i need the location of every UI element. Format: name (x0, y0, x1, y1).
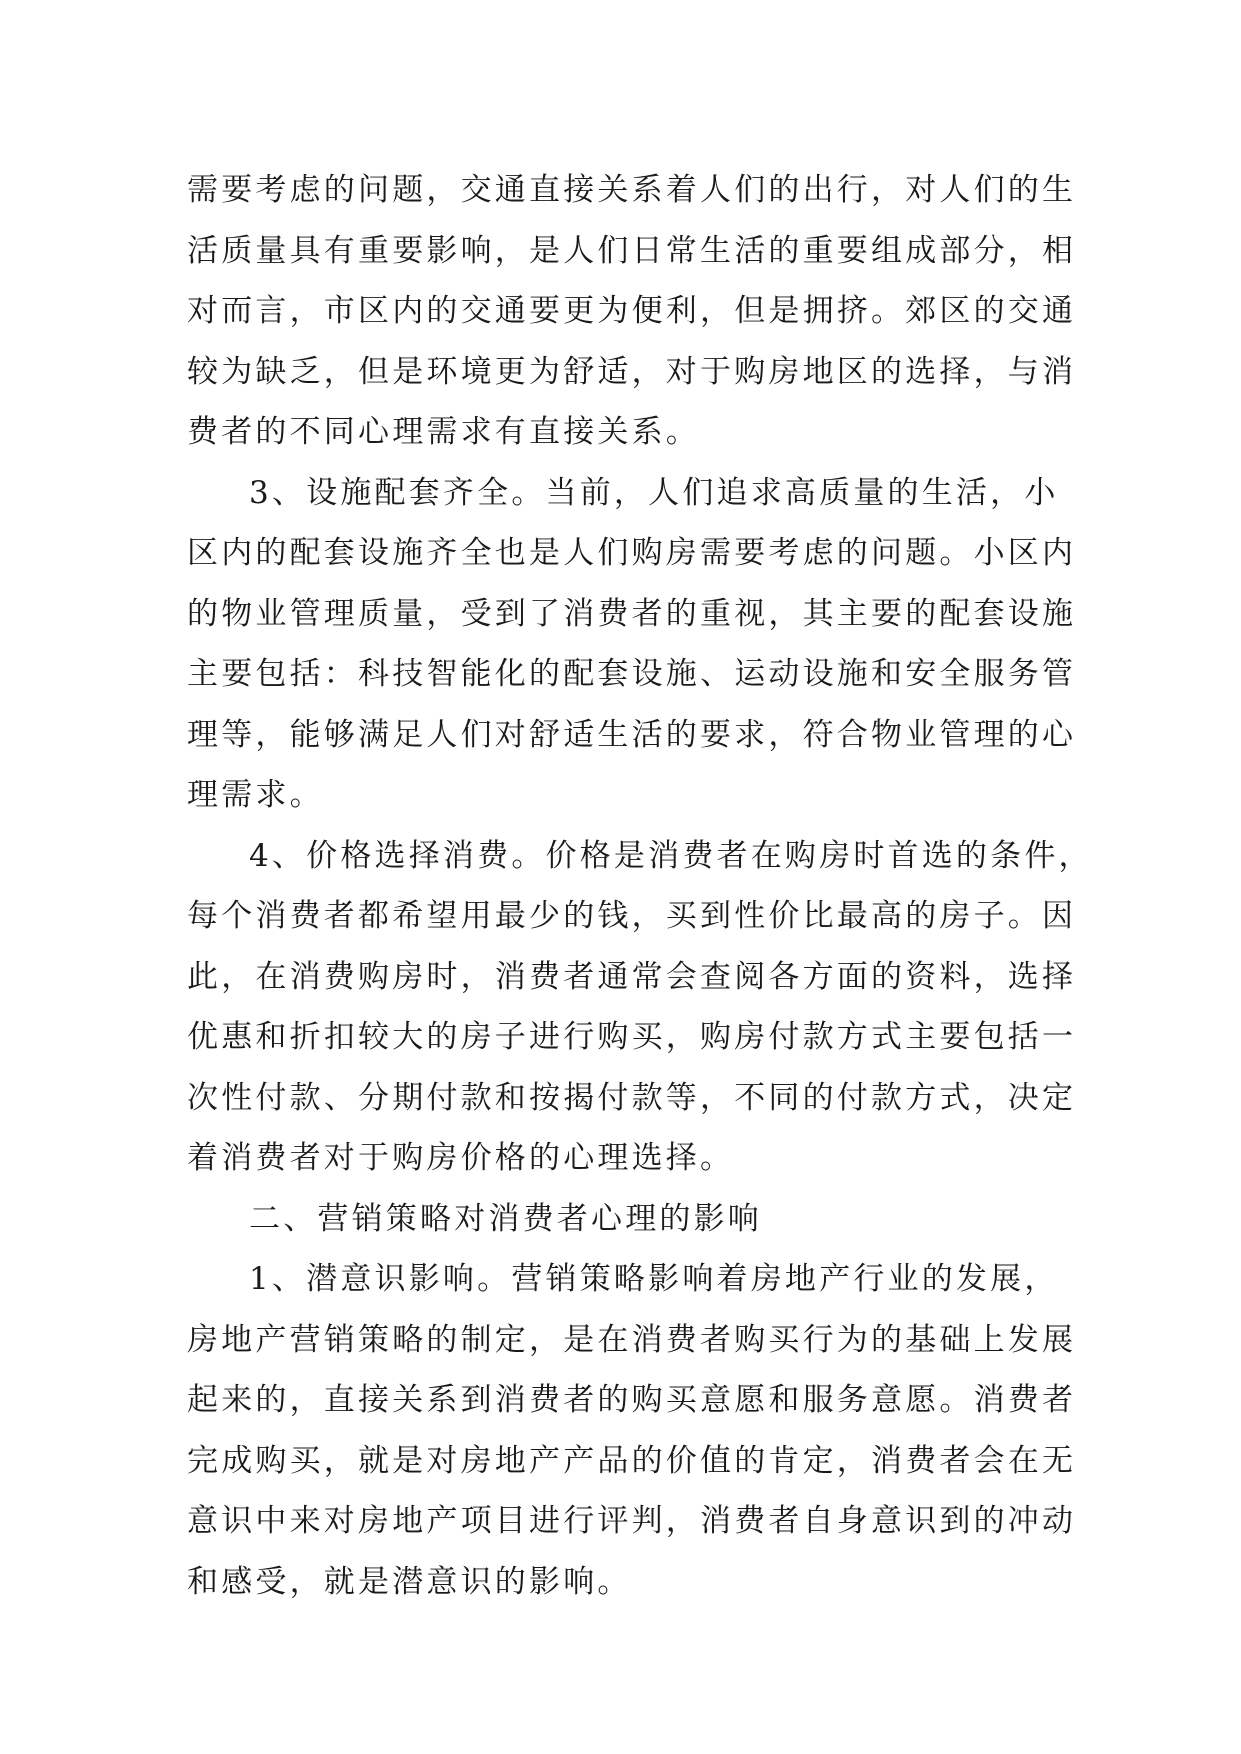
text-line: 对而言，市区内的交通要更为便利，但是拥挤。郊区的交通 (187, 293, 1077, 329)
text-line: 此，在消费购房时，消费者通常会查阅各方面的资料，选择 (187, 958, 1077, 995)
text-line: 和感受，就是潜意识的影响。 (187, 1563, 632, 1600)
text-line: 主要包括：科技智能化的配套设施、运动设施和安全服务管 (187, 656, 1077, 692)
text-line: 4、价格选择消费。价格是消费者在购房时首选的条件， (249, 837, 1093, 874)
text-line: 1、潜意识影响。营销策略影响着房地产行业的发展， (249, 1261, 1059, 1297)
text-line: 较为缺乏，但是环境更为舒适，对于购房地区的选择，与消 (187, 353, 1077, 390)
text-line: 意识中来对房地产项目进行评判，消费者自身意识到的冲动 (187, 1503, 1077, 1539)
text-line: 次性付款、分期付款和按揭付款等，不同的付款方式，决定 (187, 1079, 1077, 1116)
text-line: 着消费者对于购房价格的心理选择。 (187, 1140, 735, 1176)
text-line: 的物业管理质量，受到了消费者的重视，其主要的配套设施 (187, 595, 1077, 632)
text-line: 活质量具有重要影响，是人们日常生活的重要组成部分，相 (187, 232, 1077, 269)
text-line: 3、设施配套齐全。当前，人们追求高质量的生活，小 (249, 474, 1059, 511)
text-line: 区内的配套设施齐全也是人们购房需要考虑的问题。小区内 (187, 535, 1077, 571)
text-line: 每个消费者都希望用最少的钱，买到性价比最高的房子。因 (187, 898, 1077, 934)
text-line: 房地产营销策略的制定，是在消费者购买行为的基础上发展 (187, 1321, 1077, 1358)
body-text (187, 160, 1093, 1612)
text-line: 需要考虑的问题，交通直接关系着人们的出行，对人们的生 (187, 172, 1077, 208)
text-line: 费者的不同心理需求有直接关系。 (187, 414, 700, 450)
text-line: 理等，能够满足人们对舒适生活的要求，符合物业管理的心 (187, 716, 1077, 753)
text-line: 优惠和折扣较大的房子进行购买，购房付款方式主要包括一 (187, 1019, 1077, 1055)
text-line: 起来的，直接关系到消费者的购买意愿和服务意愿。消费者 (187, 1382, 1077, 1418)
text-line: 理需求。 (187, 777, 324, 813)
text-line: 二、营销策略对消费者心理的影响 (249, 1200, 762, 1237)
text-line: 完成购买，就是对房地产产品的价值的肯定，消费者会在无 (187, 1442, 1077, 1479)
